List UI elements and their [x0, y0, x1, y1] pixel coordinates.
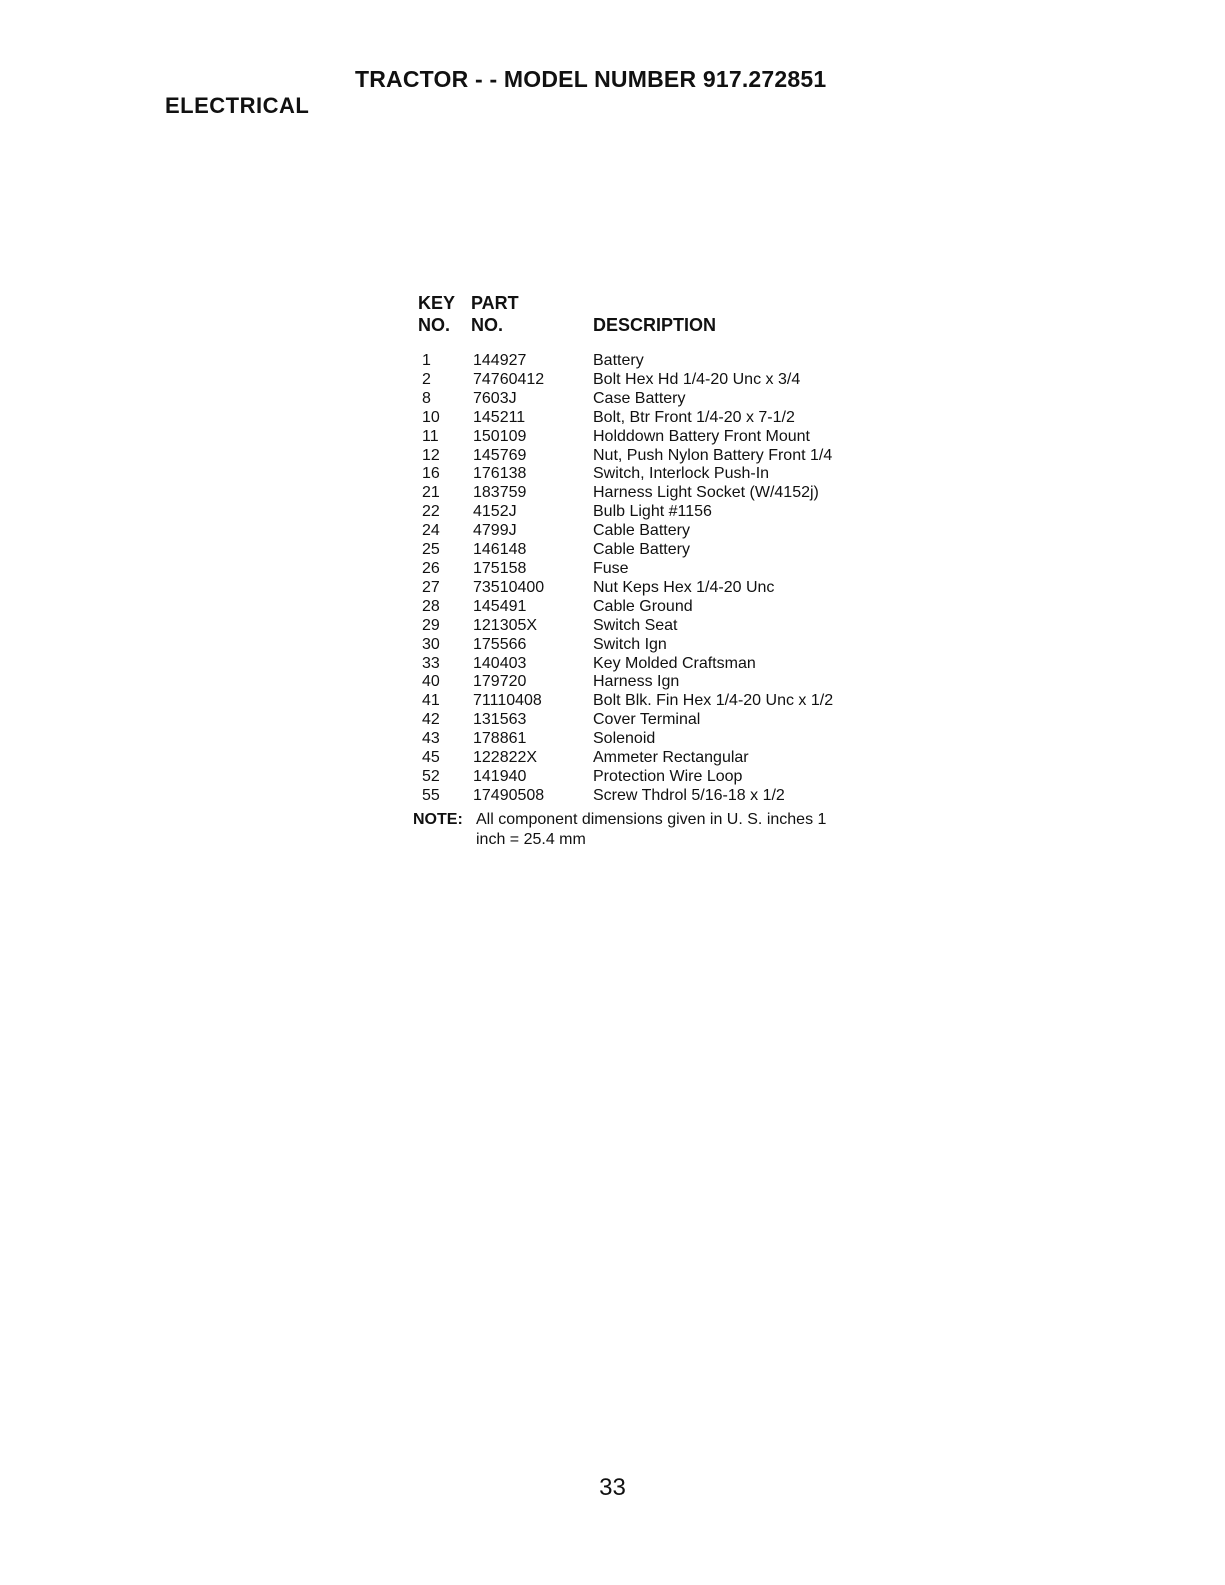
table-row [418, 409, 888, 428]
key-no-cell: 27 [422, 578, 440, 596]
description-cell: Harness Ign [593, 673, 680, 691]
table-row [418, 787, 888, 806]
part-no-cell: 145211 [473, 408, 526, 426]
description-cell: Switch Seat [593, 616, 678, 634]
table-row [418, 673, 888, 692]
part-no-cell: 121305X [473, 616, 538, 634]
key-no-cell: 30 [422, 635, 440, 653]
part-no-cell: 176138 [473, 465, 527, 483]
header-part: PART [471, 293, 519, 313]
table-header-row-1 [418, 292, 888, 314]
table-header-row-2 [418, 314, 888, 336]
key-no-cell: 40 [422, 673, 440, 691]
header-part-no: NO. [471, 315, 504, 335]
key-no-cell: 11 [422, 427, 439, 445]
part-no-cell: 145769 [473, 446, 527, 464]
description-cell: Cable Battery [593, 522, 690, 540]
table-row [418, 692, 888, 711]
description-cell: Bulb Light #1156 [593, 503, 712, 521]
key-no-cell: 21 [422, 484, 440, 502]
description-cell: Battery [593, 352, 644, 369]
key-no-cell: 55 [422, 786, 440, 804]
key-no-cell: 41 [422, 692, 440, 710]
note-label: NOTE: [413, 811, 463, 828]
table-row [418, 598, 888, 617]
key-no-cell: 10 [422, 408, 440, 426]
key-no-cell: 45 [422, 749, 440, 767]
part-no-cell: 122822X [473, 749, 538, 767]
part-no-cell: 145491 [473, 597, 527, 615]
description-cell: Case Battery [593, 389, 686, 407]
key-no-cell: 33 [422, 654, 440, 672]
key-no-cell: 42 [422, 711, 440, 729]
key-no-cell: 52 [422, 767, 440, 785]
part-no-cell: 7603J [473, 389, 517, 407]
description-cell: Protection Wire Loop [593, 767, 743, 785]
key-no-cell: 29 [422, 616, 440, 634]
table-row [418, 352, 888, 371]
description-cell: Key Molded Craftsman [593, 654, 756, 672]
part-no-cell: 146148 [473, 541, 527, 559]
part-no-cell: 178861 [473, 730, 527, 748]
header-key-no: NO. [418, 315, 451, 335]
parts-table [418, 292, 888, 806]
description-cell: Harness Light Socket (W/4152j) [593, 484, 819, 502]
key-no-cell: 43 [422, 730, 440, 748]
table-row [418, 541, 888, 560]
description-cell: Holddown Battery Front Mount [593, 427, 810, 445]
table-row [418, 390, 888, 409]
key-no-cell: 1 [422, 352, 431, 369]
part-no-cell: 150109 [473, 427, 527, 445]
key-no-cell: 12 [422, 446, 440, 464]
part-no-cell: 17490508 [473, 786, 545, 804]
description-cell: Nut Keps Hex 1/4-20 Unc [593, 578, 775, 596]
key-no-cell: 16 [422, 465, 440, 483]
page-number: 33 [599, 1474, 626, 1501]
table-row [418, 749, 888, 768]
header-description: DESCRIPTION [593, 315, 717, 335]
description-cell: Cover Terminal [593, 711, 701, 729]
table-row [418, 447, 888, 466]
table-row [418, 560, 888, 579]
part-no-cell: 74760412 [473, 370, 545, 388]
table-row [418, 522, 888, 541]
description-cell: Bolt Blk. Fin Hex 1/4-20 Unc x 1/2 [593, 692, 834, 710]
key-no-cell: 2 [422, 370, 431, 388]
key-no-cell: 26 [422, 559, 440, 577]
part-no-cell: 73510400 [473, 578, 545, 596]
table-row [418, 711, 888, 730]
part-no-cell: 144927 [473, 352, 527, 369]
key-no-cell: 24 [422, 522, 440, 540]
description-cell: Switch Ign [593, 635, 667, 653]
table-body [418, 352, 888, 806]
part-no-cell: 4799J [473, 522, 517, 540]
header-key: KEY [418, 293, 456, 313]
note [413, 810, 836, 849]
part-no-cell: 175566 [473, 635, 527, 653]
description-cell: Switch, Interlock Push-In [593, 465, 770, 483]
table-row [418, 636, 888, 655]
table-row [418, 579, 888, 598]
part-no-cell: 141940 [473, 767, 527, 785]
part-no-cell: 71110408 [473, 692, 542, 710]
description-cell: Ammeter Rectangular [593, 749, 749, 767]
part-no-cell: 131563 [473, 711, 527, 729]
table-row [418, 428, 888, 447]
table-row [418, 655, 888, 674]
table-row [418, 465, 888, 484]
part-no-cell: 140403 [473, 654, 527, 672]
description-cell: Bolt Hex Hd 1/4-20 Unc x 3/4 [593, 370, 801, 388]
part-no-cell: 183759 [473, 484, 527, 502]
table-row [418, 768, 888, 787]
table-row [418, 503, 888, 522]
section-heading: ELECTRICAL [165, 93, 310, 118]
description-cell: Cable Ground [593, 597, 693, 615]
description-cell: Screw Thdrol 5/16-18 x 1/2 [593, 786, 785, 804]
description-cell: Solenoid [593, 730, 656, 748]
part-no-cell: 179720 [473, 673, 527, 691]
part-no-cell: 4152J [473, 503, 517, 521]
description-cell: Fuse [593, 559, 629, 577]
table-row [418, 371, 888, 390]
key-no-cell: 22 [422, 503, 440, 521]
key-no-cell: 28 [422, 597, 440, 615]
description-cell: Bolt, Btr Front 1/4-20 x 7-1/2 [593, 408, 795, 426]
key-no-cell: 8 [422, 389, 431, 407]
page-title: TRACTOR - - MODEL NUMBER 917.272851 [355, 66, 827, 92]
key-no-cell: 25 [422, 541, 440, 559]
table-row [418, 617, 888, 636]
table-row [418, 484, 888, 503]
description-cell: Cable Battery [593, 541, 690, 559]
note-text: All component dimensions given in U. S. inches 1 inch = 25.4 mm [476, 811, 827, 848]
table-row [418, 730, 888, 749]
part-no-cell: 175158 [473, 559, 527, 577]
description-cell: Nut, Push Nylon Battery Front 1/4 [593, 446, 833, 464]
